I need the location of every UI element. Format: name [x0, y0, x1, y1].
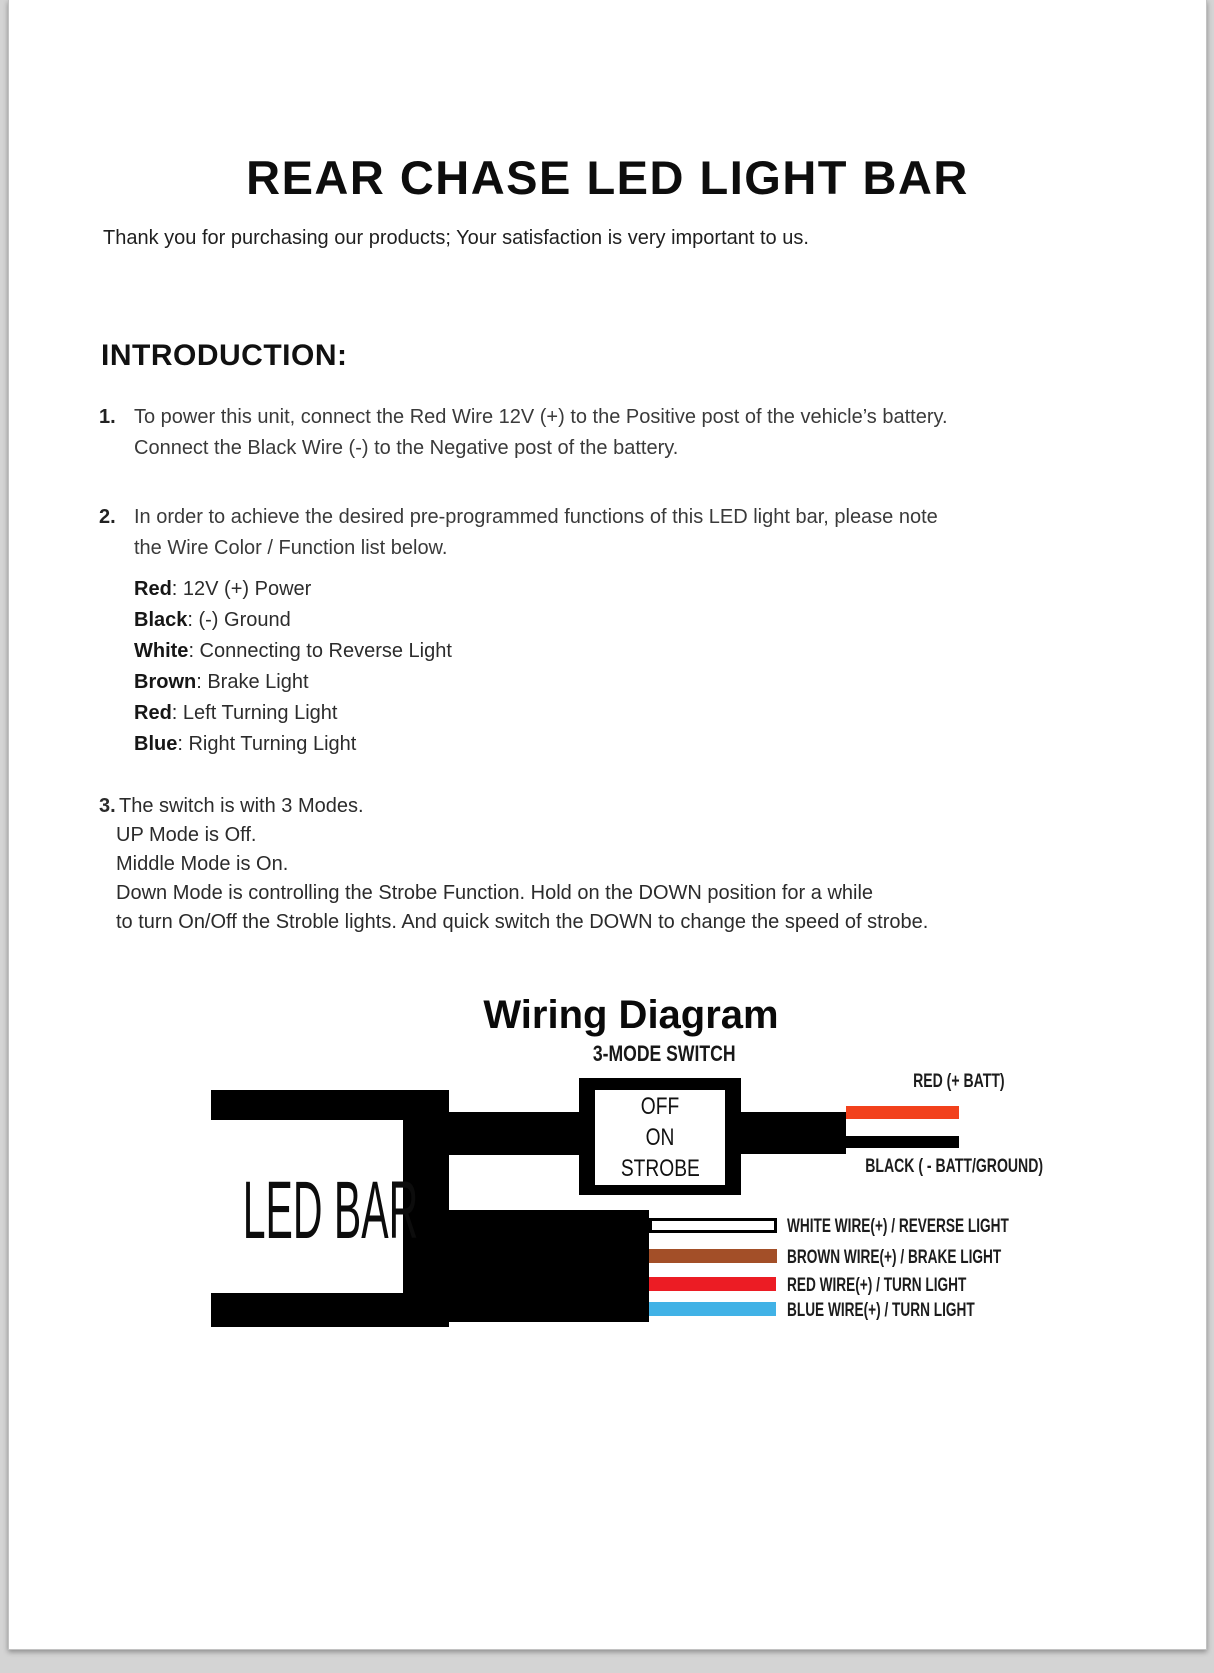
red-wire-label	[787, 1274, 1043, 1297]
black-ground-wire	[846, 1136, 959, 1148]
led-bar-label	[155, 1164, 455, 1258]
item1-number: 1.	[99, 406, 116, 428]
switch-panel	[595, 1090, 725, 1185]
introduction-heading: INTRODUCTION:	[101, 339, 348, 372]
red-power-wire	[846, 1106, 959, 1119]
blue-wire-label	[787, 1299, 1055, 1322]
wire-color-desc: : (-) Ground	[187, 609, 291, 631]
wire-list-item	[134, 702, 337, 725]
item2-line: In order to achieve the desired pre-programmed functions of this LED light bar, please note	[134, 506, 938, 528]
item3-line: The switch is with 3 Modes.	[119, 795, 364, 817]
wire-color-desc: : Right Turning Light	[177, 733, 357, 755]
wire-list-item	[134, 609, 291, 632]
thanks-line: Thank you for purchasing our products; Your satisfaction is very important to us.	[103, 227, 809, 249]
wire-list-item	[134, 578, 311, 601]
white-reverse-wire	[649, 1218, 777, 1233]
red-batt-label-text: RED (+ BATT)	[913, 1071, 1005, 1092]
wire-list-item	[134, 640, 452, 663]
item3-number: 3.	[99, 795, 116, 817]
item3-line: Middle Mode is On.	[116, 853, 289, 875]
three-mode-switch-label-text: 3-MODE SWITCH	[592, 1041, 736, 1066]
item3-line: UP Mode is Off.	[116, 824, 257, 846]
wire-color-name: Brown	[134, 671, 197, 693]
blue-turn-wire	[649, 1302, 776, 1316]
red-wire-label-text: RED WIRE(+) / TURN LIGHT	[787, 1274, 967, 1296]
item3-line: to turn On/Off the Stroble lights. And quick switch the DOWN to change the speed of strobe.	[116, 911, 929, 933]
black-ground-label-text: BLACK ( - BATT/GROUND)	[865, 1156, 1044, 1177]
brown-brake-wire	[649, 1249, 777, 1263]
cable-switch-to-battery	[741, 1112, 846, 1154]
item2-number: 2.	[99, 506, 116, 528]
document-page	[8, 0, 1207, 1650]
black-ground-label	[834, 1156, 1049, 1178]
switch-mode-off: OFF	[640, 1093, 680, 1120]
brown-wire-label	[787, 1246, 1093, 1269]
red-batt-label	[869, 1071, 1049, 1093]
wire-list-item	[134, 733, 356, 756]
led-bar-label-text: LED BAR	[242, 1165, 419, 1256]
page-title: REAR CHASE LED LIGHT BAR	[246, 151, 969, 204]
wire-color-name: Red	[134, 702, 172, 724]
item1-line: Connect the Black Wire (-) to the Negative post of the battery.	[134, 437, 679, 459]
white-wire-label-text: WHITE WIRE(+) / REVERSE LIGHT	[787, 1215, 1009, 1237]
switch-mode-strobe: STROBE	[620, 1155, 700, 1182]
switch-box	[579, 1078, 741, 1195]
blue-wire-label-text: BLUE WIRE(+) / TURN LIGHT	[787, 1299, 975, 1321]
wire-color-desc: : Left Turning Light	[171, 702, 338, 724]
item2-line: the Wire Color / Function list below.	[134, 537, 448, 559]
wire-color-name: Blue	[134, 733, 178, 755]
wire-color-name: Black	[134, 609, 188, 631]
wiring-diagram-title: Wiring Diagram	[483, 993, 779, 1037]
led-bar-bottom-edge	[211, 1293, 449, 1327]
red-turn-wire	[649, 1277, 776, 1291]
item3-line: Down Mode is controlling the Strobe Function. Hold on the DOWN position for a while	[116, 882, 874, 904]
cable-ledbar-to-switch	[449, 1112, 579, 1155]
wire-connector-block	[449, 1210, 649, 1322]
wire-color-desc: : 12V (+) Power	[171, 578, 312, 600]
wire-color-name: White	[134, 640, 189, 662]
brown-wire-label-text: BROWN WIRE(+) / BRAKE LIGHT	[787, 1246, 1002, 1268]
switch-mode-on: ON	[645, 1124, 675, 1151]
wire-color-desc: : Connecting to Reverse Light	[188, 640, 452, 662]
wire-color-desc: : Brake Light	[196, 671, 309, 693]
white-wire-label	[787, 1215, 1104, 1238]
item1-line: To power this unit, connect the Red Wire 12V (+) to the Positive post of the vehicle’s battery.	[134, 406, 948, 428]
wire-list-item	[134, 671, 309, 694]
wire-color-name: Red	[134, 578, 172, 600]
three-mode-switch-label	[554, 1041, 774, 1067]
